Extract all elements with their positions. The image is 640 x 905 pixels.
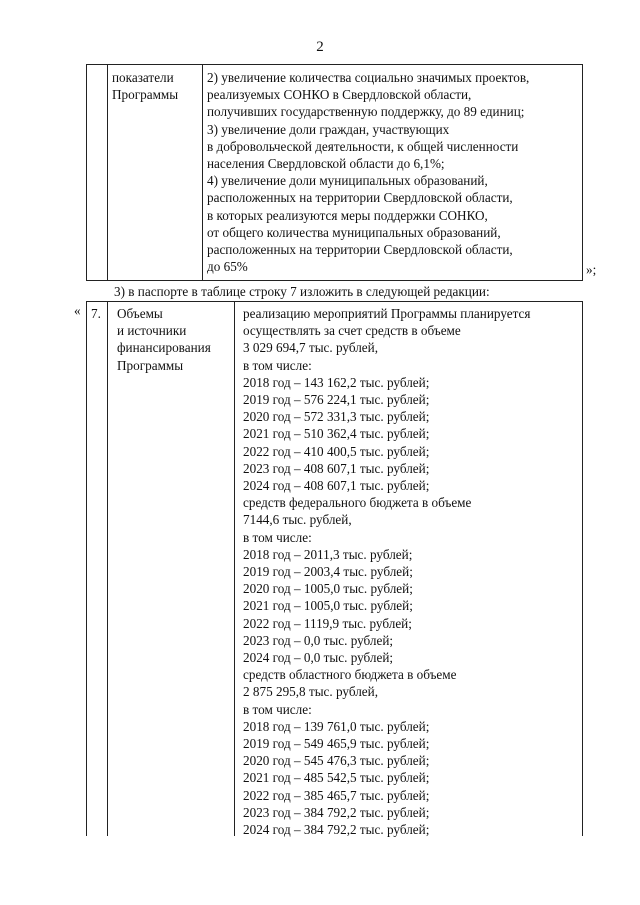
open-quote: « xyxy=(74,303,81,318)
financing-content-line: 2021 год – 1005,0 тыс. рублей; xyxy=(243,598,413,614)
table2-right-border xyxy=(582,301,583,836)
financing-label-line: Программы xyxy=(117,357,184,373)
financing-content-line: средств федерального бюджета в объеме xyxy=(243,495,472,511)
financing-content-line: 2 875 295,8 тыс. рублей, xyxy=(243,684,379,700)
instruction-text: 3) в паспорте в таблице строку 7 изложить в следующей редакции: xyxy=(114,284,490,299)
financing-content-line: реализацию мероприятий Программы планируется xyxy=(243,306,531,321)
table2-top-border xyxy=(86,301,583,302)
financing-content-line: 2018 год – 143 162,2 тыс. рублей; xyxy=(243,374,430,390)
financing-content-line: в том числе: xyxy=(243,529,312,545)
indicators-content-line: 4) увеличение доли муниципальных образований, xyxy=(207,173,488,189)
financing-content-line: осуществлять за счет средств в объеме xyxy=(243,323,461,339)
table2-left-border xyxy=(86,301,87,836)
financing-content-line: 3 029 694,7 тыс. рублей, xyxy=(243,340,379,356)
financing-content-line: 2019 год – 549 465,9 тыс. рублей; xyxy=(243,736,430,752)
indicators-label xyxy=(112,69,178,103)
row-number: 7. xyxy=(91,306,101,321)
financing-content-line: 2019 год – 576 224,1 тыс. рублей; xyxy=(243,392,430,408)
financing-content-line: в том числе: xyxy=(243,701,312,717)
financing-content-line: 2024 год – 384 792,2 тыс. рублей; xyxy=(243,822,430,838)
indicators-content-line: 3) увеличение доли граждан, участвующих xyxy=(207,121,450,137)
financing-content-line: 2021 год – 485 542,5 тыс. рублей; xyxy=(243,770,430,786)
indicators-content-line: расположенных на территории Свердловской области, xyxy=(207,190,513,206)
financing-content-line: 2020 год – 1005,0 тыс. рублей; xyxy=(243,581,413,597)
financing-content-line: 2023 год – 0,0 тыс. рублей; xyxy=(243,632,394,648)
financing-content-line: 7144,6 тыс. рублей, xyxy=(243,512,352,528)
financing-content-line: 2021 год – 510 362,4 тыс. рублей; xyxy=(243,426,430,442)
indicators-content-line: получивших государственную поддержку, до 89 единиц; xyxy=(207,104,525,120)
table2-col2-border xyxy=(234,301,235,836)
financing-label-line: Объемы xyxy=(117,306,163,321)
indicators-content-line: реализуемых СОНКО в Свердловской области, xyxy=(207,87,472,103)
financing-content-line: 2024 год – 408 607,1 тыс. рублей; xyxy=(243,478,430,494)
page-number: 2 xyxy=(316,39,324,55)
indicators-label-line: показатели xyxy=(112,70,174,85)
financing-content-line: 2018 год – 139 761,0 тыс. рублей; xyxy=(243,718,430,734)
table1-closing-mark: »; xyxy=(586,262,597,277)
table1-bottom-border xyxy=(86,280,583,281)
indicators-content-line: в которых реализуются меры поддержки СОНКО, xyxy=(207,207,488,223)
indicators-content xyxy=(207,69,529,275)
indicators-content-line: расположенных на территории Свердловской области, xyxy=(207,242,513,258)
financing-content-line: 2020 год – 572 331,3 тыс. рублей; xyxy=(243,409,430,425)
financing-content-line: 2022 год – 385 465,7 тыс. рублей; xyxy=(243,787,430,803)
financing-content xyxy=(243,305,530,838)
table2-col1-border xyxy=(107,301,108,836)
table1-col2-border xyxy=(202,64,203,281)
indicators-content-line: населения Свердловской области до 6,1%; xyxy=(207,156,445,172)
indicators-content-line: в добровольческой деятельности, к общей численности xyxy=(207,138,519,154)
financing-content-line: 2023 год – 384 792,2 тыс. рублей; xyxy=(243,804,430,820)
table1-left-border xyxy=(86,64,87,281)
financing-label xyxy=(117,305,211,374)
financing-content-line: 2022 год – 410 400,5 тыс. рублей; xyxy=(243,443,430,459)
financing-content-line: 2024 год – 0,0 тыс. рублей; xyxy=(243,650,394,666)
financing-content-line: 2020 год – 545 476,3 тыс. рублей; xyxy=(243,753,430,769)
financing-label-line: финансирования xyxy=(117,340,211,356)
table1-col1-border xyxy=(107,64,108,281)
financing-content-line: в том числе: xyxy=(243,357,312,373)
table1-right-border xyxy=(582,64,583,281)
financing-content-line: 2023 год – 408 607,1 тыс. рублей; xyxy=(243,460,430,476)
indicators-label-line: Программы xyxy=(112,87,179,103)
table1-top-border xyxy=(86,64,583,65)
financing-label-line: и источники xyxy=(117,323,187,339)
financing-content-line: 2022 год – 1119,9 тыс. рублей; xyxy=(243,615,412,631)
indicators-content-line: от общего количества муниципальных образований, xyxy=(207,224,501,240)
indicators-content-line: до 65% xyxy=(207,259,248,275)
financing-content-line: средств областного бюджета в объеме xyxy=(243,667,457,683)
indicators-content-line: 2) увеличение количества социально значимых проектов, xyxy=(207,70,530,85)
financing-content-line: 2018 год – 2011,3 тыс. рублей; xyxy=(243,546,413,562)
financing-content-line: 2019 год – 2003,4 тыс. рублей; xyxy=(243,564,413,580)
